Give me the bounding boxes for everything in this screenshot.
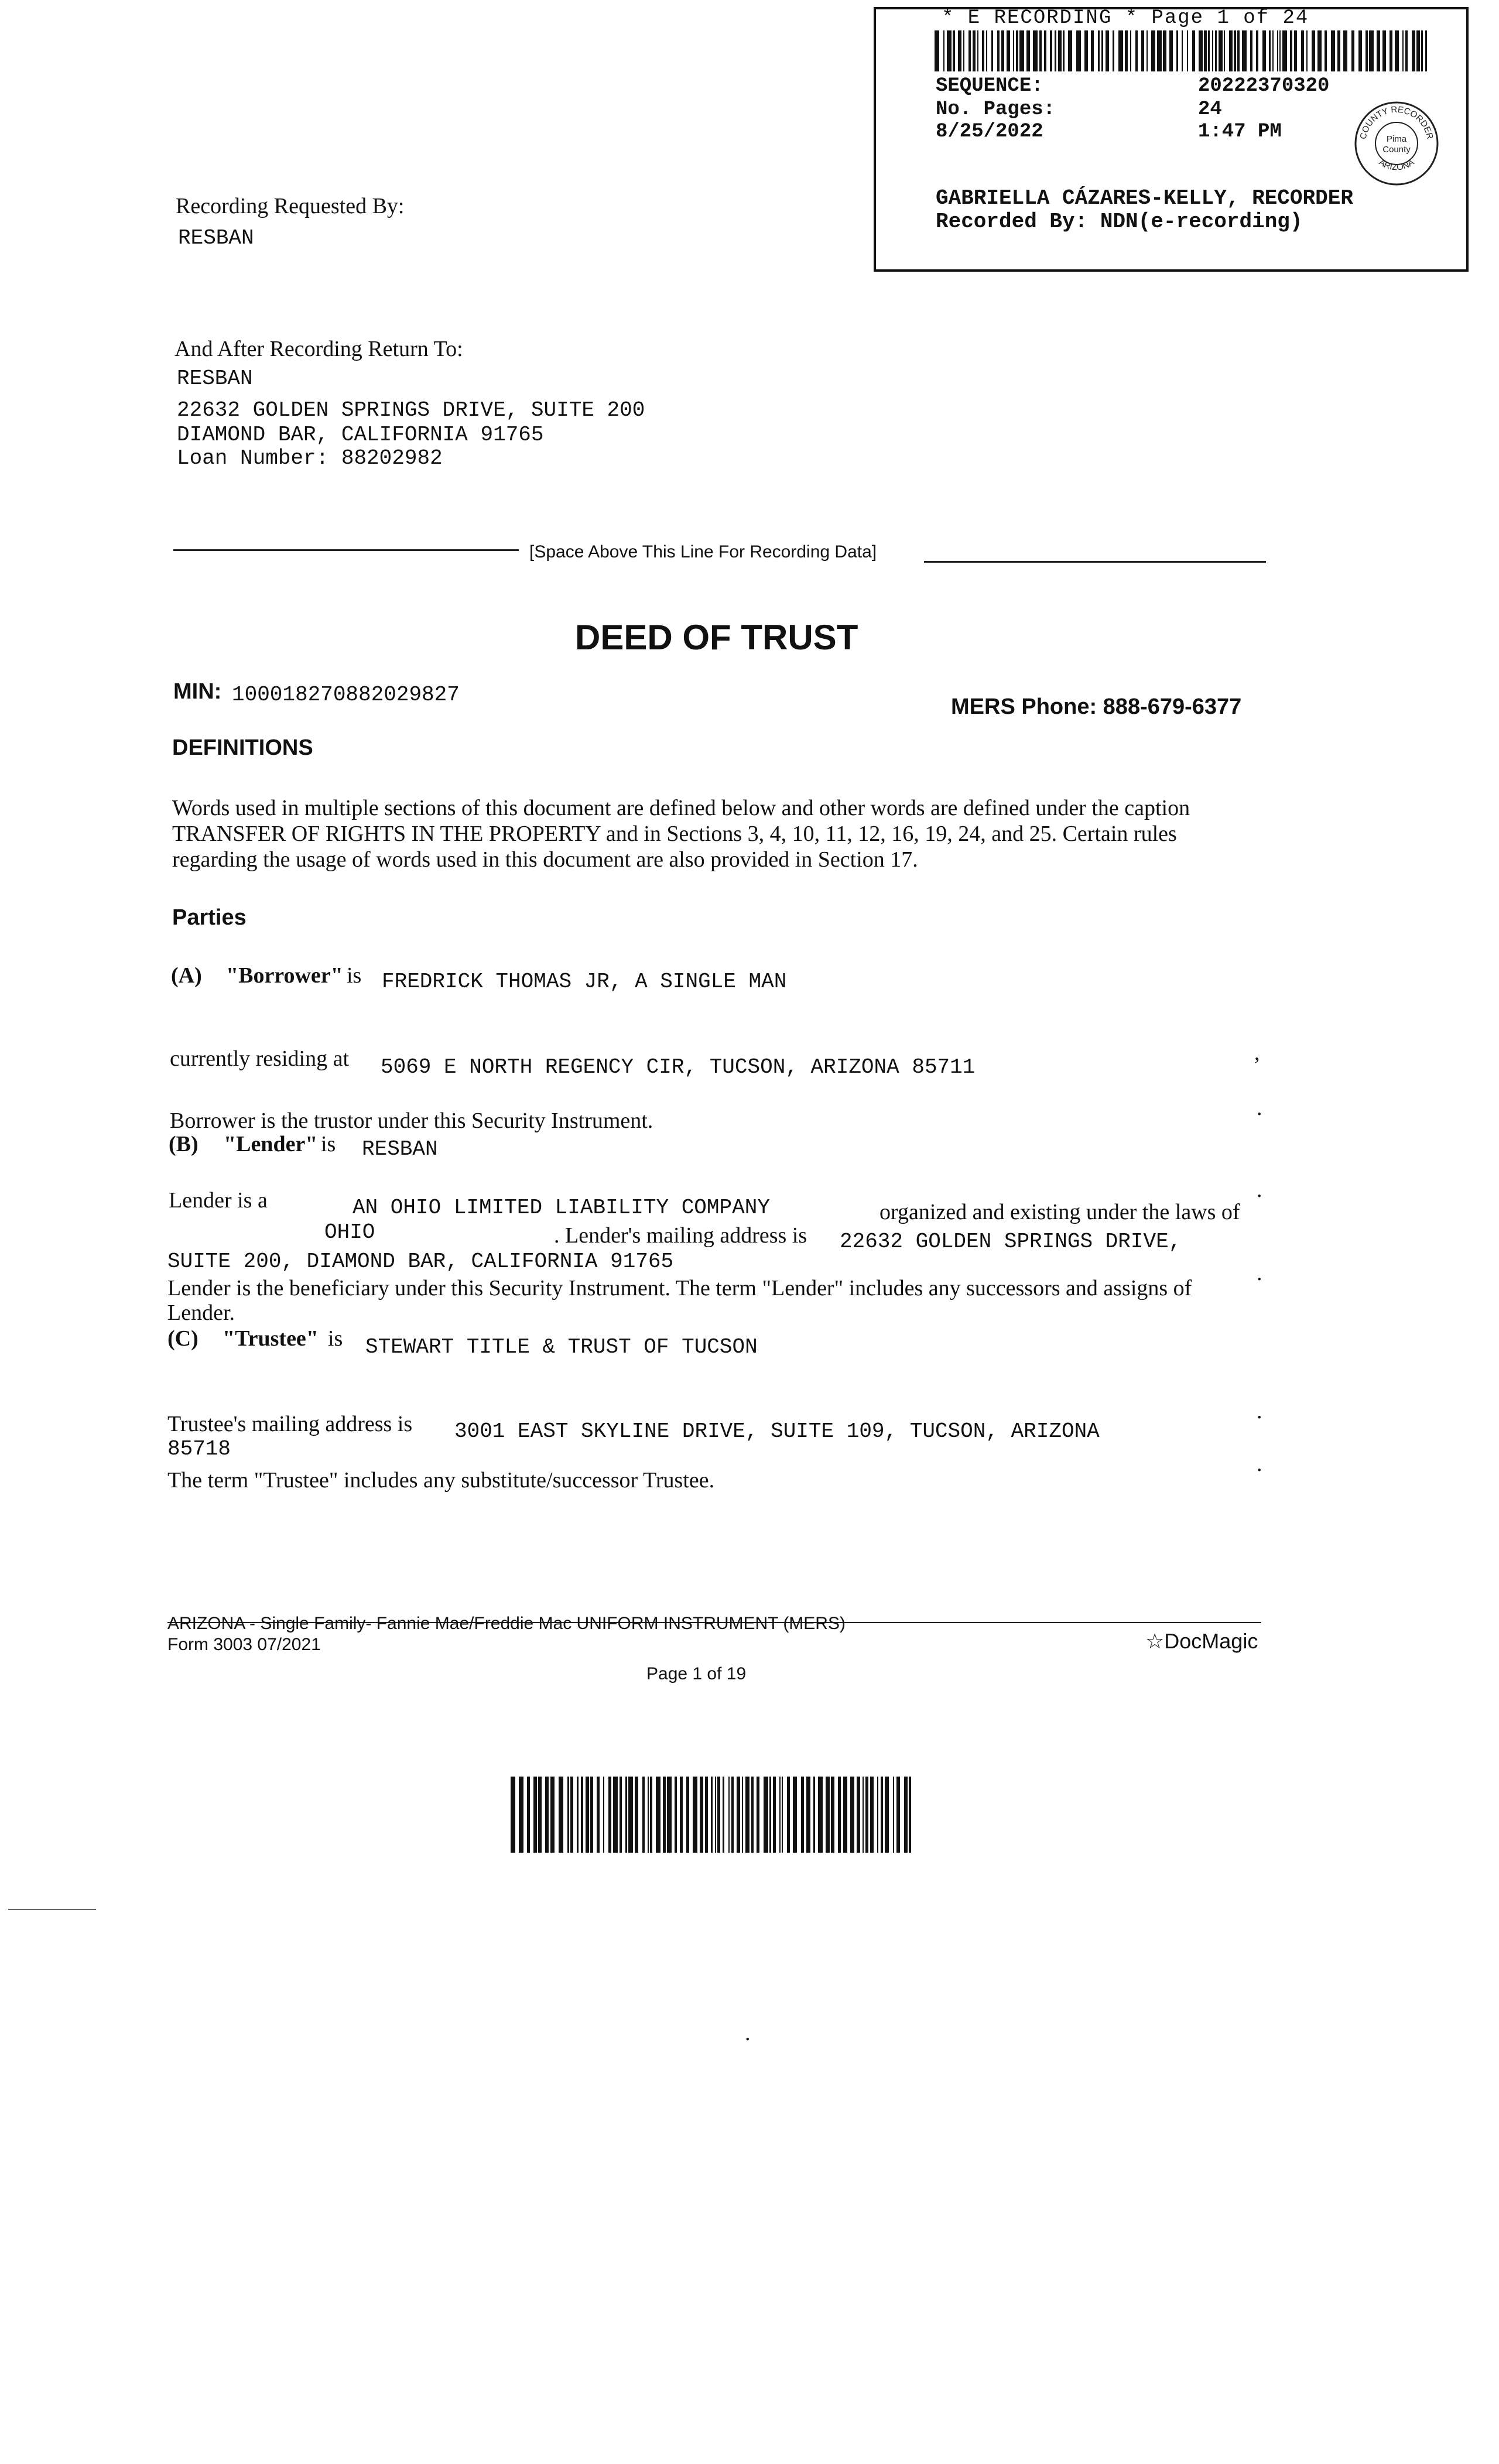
seal-center-1: Pima — [1386, 134, 1407, 144]
lender-mailing-2: SUITE 200, DIAMOND BAR, CALIFORNIA 91765 — [167, 1250, 674, 1274]
borrower-address: 5069 E NORTH REGENCY CIR, TUCSON, ARIZONA 85711 — [381, 1055, 976, 1079]
lender-state: OHIO — [324, 1220, 375, 1244]
trustee-mailing-1: 3001 EAST SKYLINE DRIVE, SUITE 109, TUCSON, ARIZONA — [454, 1419, 1100, 1443]
lender-mailing-1: 22632 GOLDEN SPRINGS DRIVE, — [840, 1230, 1182, 1254]
definitions-intro-1: Words used in multiple sections of this document are defined below and other words are defined under the caption — [172, 796, 1190, 820]
lender-beneficiary-2: Lender. — [167, 1301, 235, 1325]
borrower-term: "Borrower" — [226, 963, 343, 988]
footer-page: Page 1 of 19 — [646, 1664, 747, 1683]
borrower-trustor: Borrower is the trustor under this Security Instrument. — [170, 1108, 653, 1133]
definitions-intro-2: TRANSFER OF RIGHTS IN THE PROPERTY and in Sections 3, 4, 10, 11, 12, 16, 19, 24, and 25. Certain rules — [172, 822, 1177, 846]
recorded-by: Recorded By: NDN(e-recording) — [936, 210, 1303, 234]
scan-mark: . — [1257, 1452, 1262, 1476]
borrower-name: FREDRICK THOMAS JR, A SINGLE MAN — [382, 970, 787, 994]
recording-banner: * E RECORDING * Page 1 of 24 — [942, 7, 1309, 29]
seal-bottom-text: ARIZONA — [1377, 157, 1416, 173]
lender-name: RESBAN — [362, 1137, 438, 1161]
pages-value: 24 — [1198, 98, 1222, 121]
requested-by-name: RESBAN — [178, 226, 254, 250]
requested-by-label: Recording Requested By: — [176, 194, 405, 218]
loan-number: Loan Number: 88202982 — [177, 446, 443, 470]
borrower-marker: (A) — [171, 963, 202, 988]
document-title: DEED OF TRUST — [575, 618, 858, 657]
footer-form-line-2: Form 3003 07/2021 — [167, 1635, 321, 1654]
return-to-address-1: 22632 GOLDEN SPRINGS DRIVE, SUITE 200 — [177, 398, 645, 422]
trustee-is: is — [328, 1326, 343, 1351]
definitions-heading: DEFINITIONS — [172, 735, 313, 760]
definitions-intro-3: regarding the usage of words used in this document are also provided in Section 17. — [172, 847, 918, 872]
lender-is: is — [321, 1132, 336, 1156]
document-barcode — [511, 1777, 915, 1853]
lender-mailing-label: . Lender's mailing address is — [554, 1223, 807, 1248]
mers-phone: MERS Phone: 888-679-6377 — [951, 694, 1242, 719]
svg-text:ARIZONA — [1377, 158, 1416, 173]
lender-beneficiary-1: Lender is the beneficiary under this Security Instrument. The term "Lender" includes any successors and assigns of — [167, 1276, 1192, 1301]
borrower-residing-label: currently residing at — [170, 1046, 350, 1071]
footer-form-line-1: ARIZONA - Single Family- Fannie Mae/Freddie Mac UNIFORM INSTRUMENT (MERS) — [167, 1614, 846, 1633]
scan-mark: . — [1257, 1261, 1262, 1285]
space-above-line: [Space Above This Line For Recording Data] — [529, 542, 877, 562]
county-seal-icon — [1353, 100, 1440, 187]
trustee-name: STEWART TITLE & TRUST OF TUCSON — [365, 1335, 758, 1359]
lender-term: "Lender" — [224, 1132, 318, 1156]
docmagic-logo — [1145, 1629, 1258, 1654]
recorder-name: GABRIELLA CÁZARES-KELLY, RECORDER — [936, 186, 1353, 210]
parties-heading: Parties — [172, 905, 247, 930]
recording-barcode — [935, 30, 1431, 71]
sequence-value: 20222370320 — [1198, 75, 1330, 97]
star-icon: ☆ — [1145, 1629, 1165, 1653]
trustee-marker: (C) — [167, 1326, 199, 1351]
trustee-term: "Trustee" — [223, 1326, 319, 1351]
trustee-mailing-2: 85718 — [167, 1437, 231, 1461]
docmagic-brand: DocMagic — [1164, 1629, 1258, 1653]
divider-left — [173, 549, 519, 551]
trustee-mailing-label: Trustee's mailing address is — [167, 1412, 413, 1436]
recording-date: 8/25/2022 — [936, 121, 1043, 143]
seal-top-text: COUNTY RECORDER — [1358, 104, 1435, 141]
borrower-is: is — [347, 963, 362, 988]
min-label: MIN: — [173, 679, 222, 704]
lender-is-a: Lender is a — [169, 1188, 268, 1213]
trustee-includes: The term "Trustee" includes any substitute/successor Trustee. — [167, 1468, 715, 1493]
seal-center-2: County — [1382, 145, 1411, 155]
min-value: 100018270882029827 — [232, 683, 460, 707]
scan-mark: . — [1257, 1178, 1262, 1202]
sequence-label: SEQUENCE: — [936, 75, 1043, 97]
scan-mark: . — [1257, 1096, 1262, 1120]
return-to-label: And After Recording Return To: — [174, 337, 463, 361]
lender-marker: (B) — [169, 1132, 199, 1156]
borrower-address-comma: , — [1254, 1041, 1260, 1065]
scan-mark-line — [8, 1909, 96, 1910]
scan-mark: . — [745, 2021, 751, 2045]
pages-label: No. Pages: — [936, 98, 1056, 121]
return-to-name: RESBAN — [177, 367, 253, 391]
return-to-address-2: DIAMOND BAR, CALIFORNIA 91765 — [177, 423, 544, 447]
lender-entity: AN OHIO LIMITED LIABILITY COMPANY — [352, 1196, 770, 1220]
scan-mark: . — [1257, 1399, 1262, 1423]
recording-time: 1:47 PM — [1198, 121, 1282, 143]
divider-right — [924, 561, 1266, 563]
lender-organized: organized and existing under the laws of — [879, 1200, 1240, 1224]
